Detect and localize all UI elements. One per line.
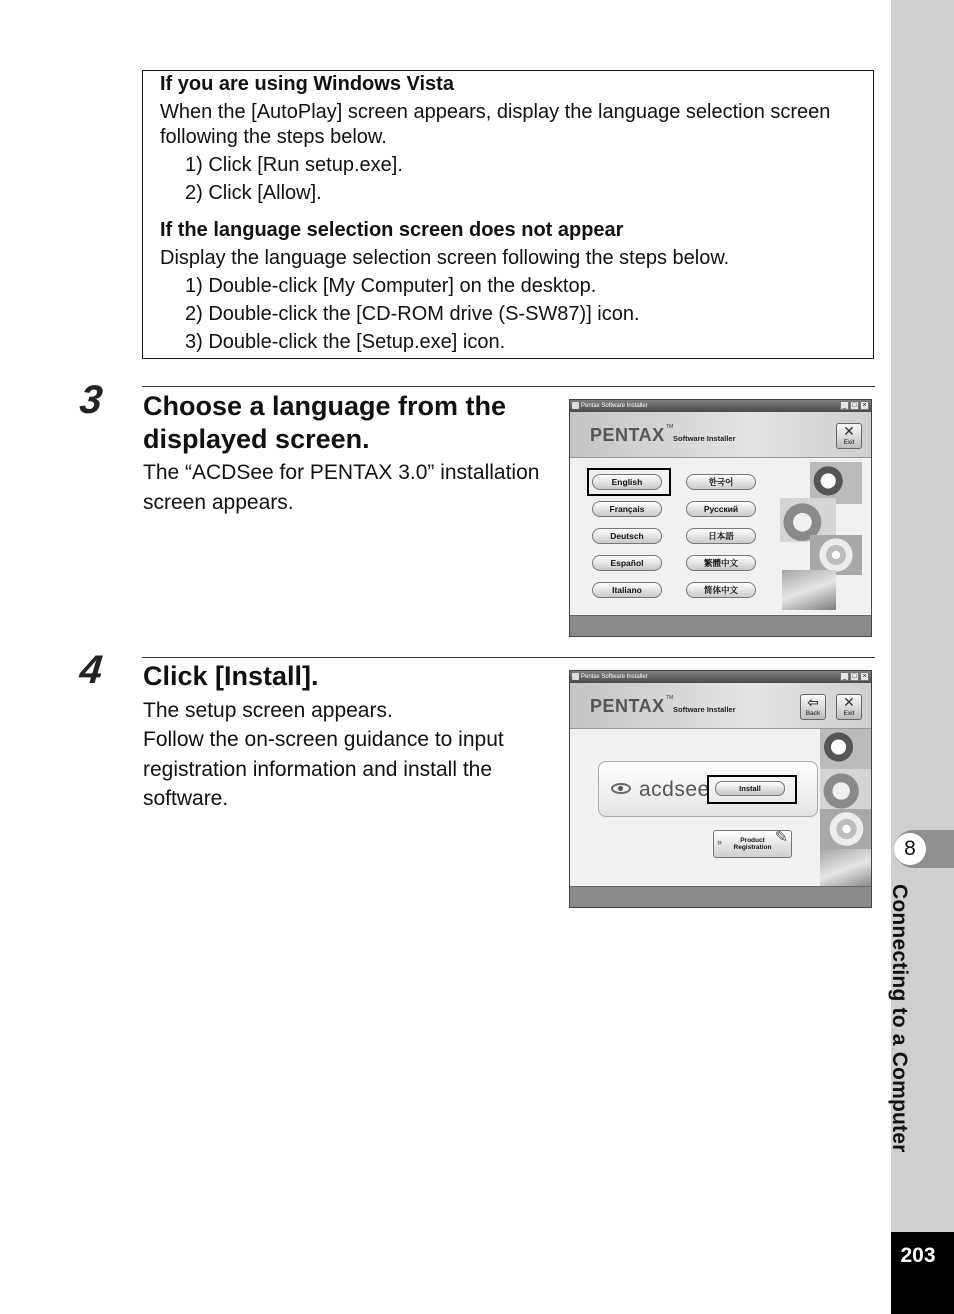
- chapter-badge: [894, 830, 954, 868]
- language-button-russian[interactable]: Русский: [686, 501, 756, 517]
- step4-body-1: The setup screen appears.: [143, 699, 393, 722]
- step4-title: Click [Install].: [143, 661, 319, 691]
- language-button-english[interactable]: English: [592, 474, 662, 490]
- window-titlebar: [570, 671, 871, 683]
- minimize-button[interactable]: _: [840, 401, 849, 410]
- nolang-step-3: 3) Double-click the [Setup.exe] icon.: [185, 331, 506, 353]
- close-window-button[interactable]: ×: [860, 401, 869, 410]
- vista-step-2: 2) Click [Allow].: [185, 182, 322, 204]
- window-title: Pentax Software Installer: [581, 674, 648, 680]
- step3-title: Choose a language from the displayed screen.: [143, 391, 507, 454]
- pentax-logo: PENTAX: [590, 425, 665, 445]
- language-button-korean[interactable]: 한국어: [686, 474, 756, 490]
- installer-footer: [570, 615, 871, 636]
- page-number: 203: [900, 1244, 936, 1267]
- acdsee-eye-icon: [611, 783, 631, 794]
- registration-label-2: Registration: [733, 844, 772, 851]
- language-button-simplified-chinese[interactable]: 简体中文: [686, 582, 756, 598]
- product-registration-button[interactable]: [713, 830, 792, 858]
- installer-header: [570, 683, 871, 729]
- chapter-number: 8: [894, 833, 926, 865]
- nolang-step-2: 2) Double-click the [CD-ROM drive (S-SW87)] icon.: [185, 303, 640, 325]
- nolang-heading: If the language selection screen does not appear: [160, 219, 624, 241]
- close-icon: ✕: [843, 694, 855, 710]
- language-button-japanese[interactable]: 日本語: [686, 528, 756, 544]
- step3-number: 3: [77, 378, 105, 422]
- pentax-logo: PENTAX: [590, 696, 665, 716]
- back-button[interactable]: ⇦ Back: [800, 694, 826, 720]
- maximize-button[interactable]: □: [850, 672, 859, 681]
- language-button-deutsch[interactable]: Deutsch: [592, 528, 662, 544]
- trademark: TM: [666, 695, 674, 701]
- close-window-button[interactable]: ×: [860, 672, 869, 681]
- flower-photo: [820, 809, 872, 849]
- step4-number: 4: [77, 648, 105, 692]
- language-button-francais[interactable]: Français: [592, 501, 662, 517]
- exit-button[interactable]: ✕ Exit: [836, 694, 862, 720]
- vista-step-1: 1) Click [Run setup.exe].: [185, 154, 403, 176]
- maximize-button[interactable]: □: [850, 401, 859, 410]
- note-box: [142, 70, 874, 359]
- installer-footer: [570, 886, 871, 907]
- trademark: TM: [666, 424, 674, 430]
- language-button-italiano[interactable]: Italiano: [592, 582, 662, 598]
- vista-heading: If you are using Windows Vista: [160, 73, 454, 95]
- step4-body-2: Follow the on-screen guidance to input registration information and install the software.: [143, 728, 504, 810]
- chapter-title: Connecting to a Computer: [888, 884, 911, 1153]
- step3-body: The “ACDSee for PENTAX 3.0” installation screen appears.: [143, 461, 540, 514]
- vista-text: When the [AutoPlay] screen appears, display the language selection screen following the steps below.: [160, 101, 831, 148]
- close-icon: ✕: [843, 423, 855, 439]
- step4-rule: [142, 657, 875, 658]
- exit-button[interactable]: ✕ Exit: [836, 423, 862, 449]
- dog-photo: [820, 729, 872, 769]
- minimize-button[interactable]: _: [840, 672, 849, 681]
- setup-screenshot: [569, 670, 872, 908]
- language-button-traditional-chinese[interactable]: 繁體中文: [686, 555, 756, 571]
- nolang-step-1: 1) Double-click [My Computer] on the desktop.: [185, 275, 597, 297]
- installer-subtitle: Software Installer: [673, 434, 736, 443]
- nolang-text: Display the language selection screen following the steps below.: [160, 247, 730, 269]
- acdsee-logo: acdsee: [639, 778, 710, 801]
- flower-photo: [810, 535, 862, 575]
- registration-label-1: Product: [740, 837, 765, 844]
- camera-photo: [782, 570, 836, 610]
- language-button-espanol[interactable]: Español: [592, 555, 662, 571]
- family-photo: [820, 769, 872, 809]
- arrow-left-icon: ⇦: [807, 694, 819, 710]
- double-chevron-icon: »: [717, 837, 723, 847]
- language-selection-screenshot: [569, 399, 872, 637]
- installer-header: [570, 412, 871, 458]
- window-title: Pentax Software Installer: [581, 403, 648, 409]
- install-button[interactable]: Install: [715, 781, 785, 796]
- pen-icon: ✎: [774, 829, 788, 846]
- app-icon: [572, 402, 579, 409]
- installer-subtitle: Software Installer: [673, 705, 736, 714]
- camera-photo: [820, 849, 872, 889]
- page-number-box: [891, 1232, 954, 1314]
- app-icon: [572, 673, 579, 680]
- step3-rule: [142, 386, 875, 387]
- window-titlebar: [570, 400, 871, 412]
